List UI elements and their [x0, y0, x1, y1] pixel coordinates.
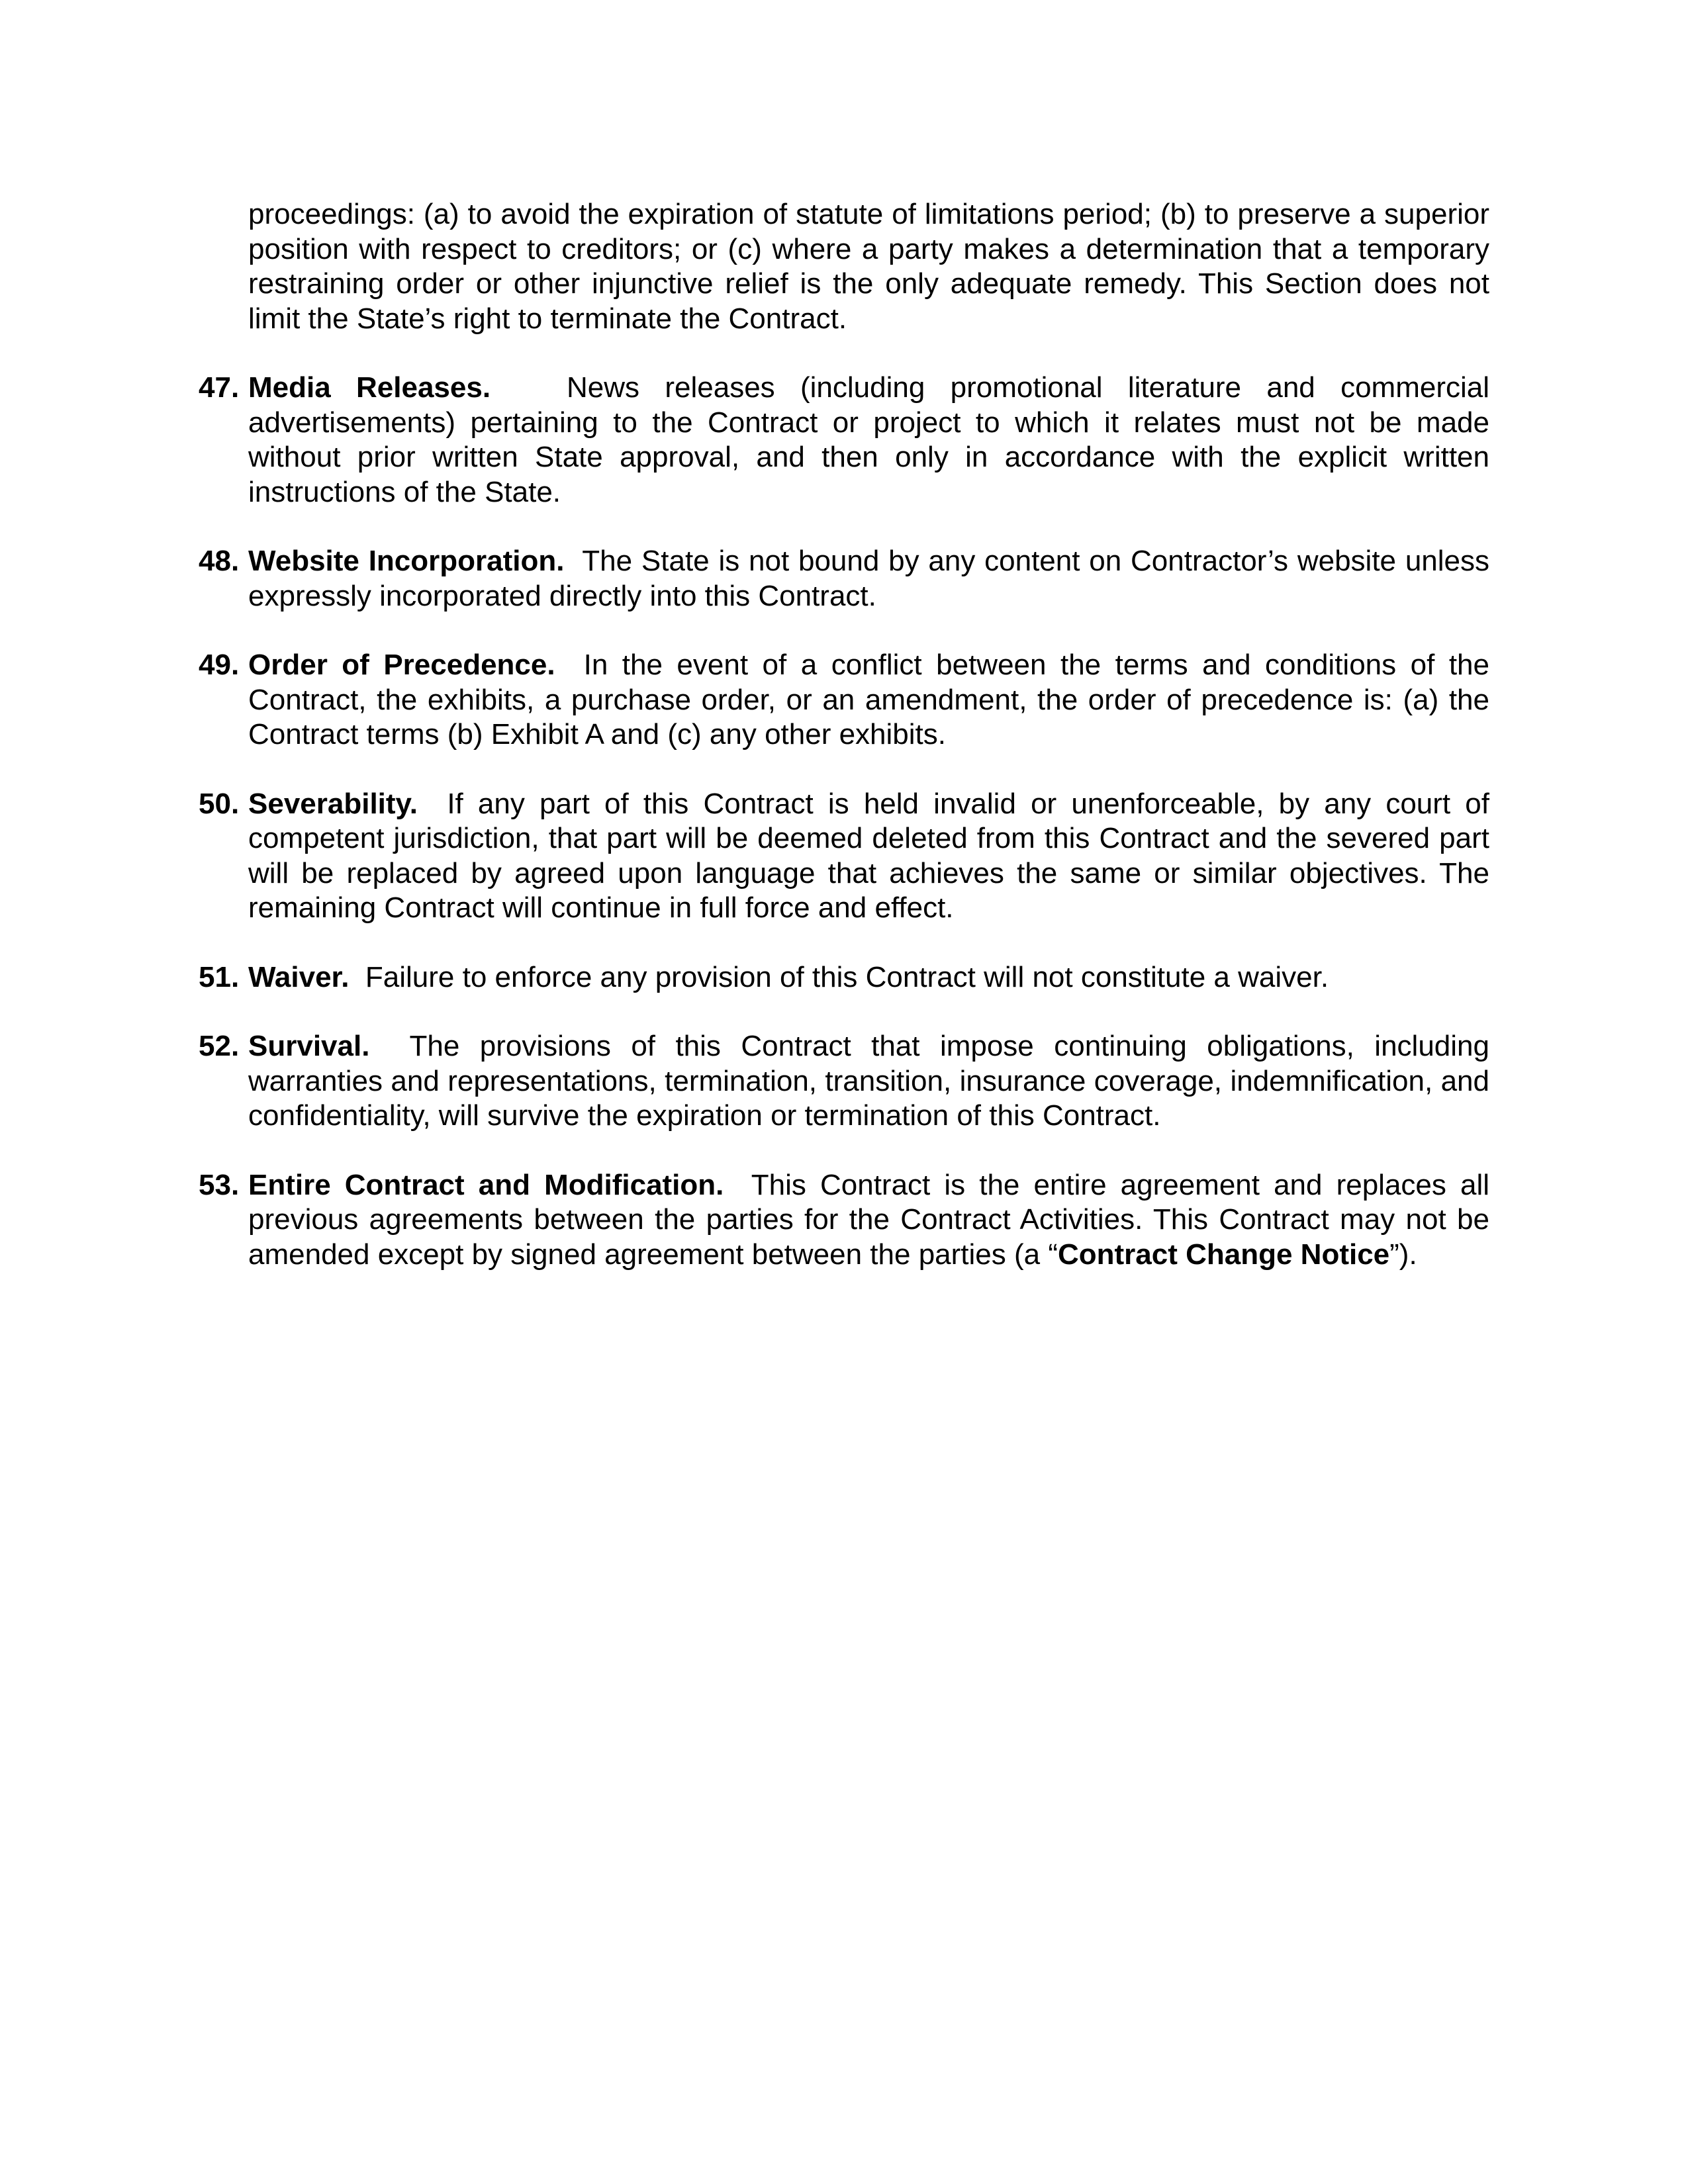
section-number: 50. — [199, 787, 240, 820]
section-text: The State is not bound by any content on Contractor’s website unless expressly incorporated directly into this Contract. — [248, 545, 1490, 612]
section-paragraph — [199, 1029, 1489, 1134]
section-paragraph — [199, 544, 1489, 614]
section-50 — [199, 787, 1489, 926]
section-number: 47. — [199, 371, 240, 404]
continuation-text: proceedings: (a) to avoid the expiration of statute of limitations period; (b) to preserve a superior position with respect to creditors; or (c) where a party makes a determination that a temporary restraining order or other injunctive relief is the only adequate remedy. This Section does not limit the State’s right to terminate the Contract. — [248, 198, 1489, 335]
defined-term: Contract Change Notice — [1057, 1238, 1390, 1271]
section-47 — [199, 371, 1489, 510]
section-paragraph — [199, 1168, 1489, 1273]
section-heading: Waiver. — [248, 960, 350, 993]
section-text: This Contract is the entire agreement and replaces all previous agreements between the parties for the Contract Activities. This Contract may not be amended except by signed agreement between the parties (a “ — [248, 1168, 1490, 1271]
section-heading: Survival. — [248, 1030, 370, 1062]
section-number: 49. — [199, 649, 240, 681]
section-paragraph — [199, 648, 1489, 752]
section-text: The provisions of this Contract that impose continuing obligations, including warranties and representations, termination, transition, insurance coverage, indemnification, and confidentiality, will survive the expiration or termination of this Contract. — [248, 1030, 1489, 1132]
section-51 — [199, 960, 1489, 995]
section-48 — [199, 544, 1489, 614]
section-number: 52. — [199, 1030, 240, 1062]
section-heading: Order of Precedence. — [248, 649, 555, 681]
section-paragraph — [199, 787, 1489, 926]
section-53 — [199, 1168, 1489, 1273]
document-body — [199, 197, 1489, 1306]
section-number: 53. — [199, 1168, 240, 1201]
section-paragraph — [199, 371, 1489, 510]
section-number: 48. — [199, 545, 240, 577]
section-text-end: ”). — [1389, 1238, 1417, 1271]
section-text: If any part of this Contract is held invalid or unenforceable, by any court of competent jurisdiction, that part will be deemed deleted from this Contract and the severed part will be replaced by agreed upon language that achieves the same or similar objectives. The remaining Contract will continue in full force and effect. — [248, 787, 1489, 924]
section-text: Failure to enforce any provision of this Contract will not constitute a waiver. — [365, 960, 1329, 993]
section-text: In the event of a conflict between the terms and conditions of the Contract, the exhibits, a purchase order, or an amendment, the order of precedence is: (a) the Contract terms (b) Exhibit A and (c) any other exhibits. — [248, 649, 1489, 751]
section-number: 51. — [199, 960, 240, 993]
section-49 — [199, 648, 1489, 752]
section-text: News releases (including promotional literature and commercial advertisements) pertaining to the Contract or project to which it relates must not be made without prior written State approval, and then only in accordance with the explicit written instructions of the State. — [248, 371, 1489, 508]
section-heading: Website Incorporation. — [248, 545, 565, 577]
section-paragraph — [199, 960, 1489, 995]
section-heading: Media Releases. — [248, 371, 491, 404]
section-heading: Entire Contract and Modification. — [248, 1168, 724, 1201]
section-heading: Severability. — [248, 787, 418, 820]
continuation-paragraph — [199, 197, 1489, 336]
section-52 — [199, 1029, 1489, 1134]
